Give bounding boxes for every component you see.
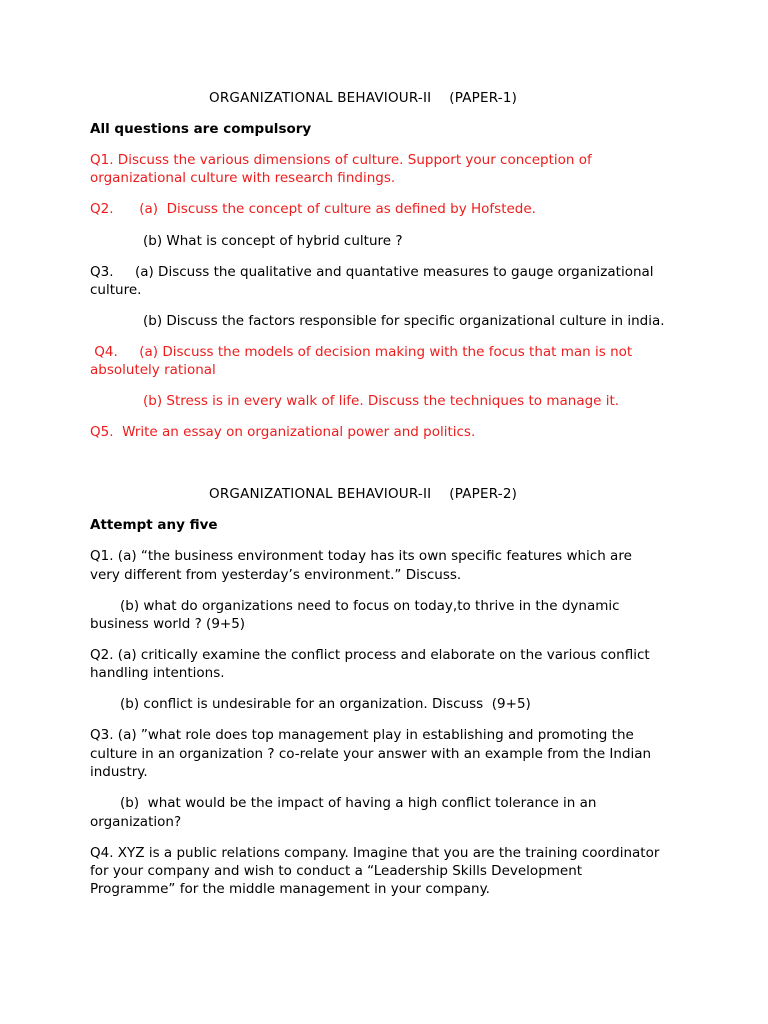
paper2-q2-a-line2: handling intentions.	[90, 665, 225, 681]
paper1-instruction: All questions are compulsory	[90, 121, 312, 137]
paper2-q4-line3: Programme” for the middle management in your company.	[90, 881, 490, 897]
paper2-q2-b: (b) conflict is undesirable for an organization. Discuss (9+5)	[120, 696, 531, 712]
paper1-q4-a-line1: Q4. (a) Discuss the models of decision making with the focus that man is not	[90, 344, 633, 360]
paper1-q3-b: (b) Discuss the factors responsible for specific organizational culture in india.	[143, 313, 665, 329]
paper2-q4-line1: Q4. XYZ is a public relations company. Imagine that you are the training coordinator	[90, 845, 660, 861]
paper2-q1-b-line1: (b) what do organizations need to focus on today,to thrive in the dynamic	[120, 598, 620, 614]
paper1-title: ORGANIZATIONAL BEHAVIOUR-II (PAPER-1)	[209, 90, 518, 106]
paper1-q3-a-line1: Q3. (a) Discuss the qualitative and quantative measures to gauge organizational	[90, 264, 654, 280]
paper1-q2-a: Q2. (a) Discuss the concept of culture as defined by Hofstede.	[90, 201, 536, 217]
paper2-title: ORGANIZATIONAL BEHAVIOUR-II (PAPER-2)	[209, 486, 518, 502]
paper1-q4-a-line2: absolutely rational	[90, 362, 216, 378]
paper1-q1-line2: organizational culture with research findings.	[90, 170, 396, 186]
paper2-q3-a-line2: culture in an organization ? co-relate your answer with an example from the Indian	[90, 746, 652, 762]
paper1-q1-line1: Q1. Discuss the various dimensions of culture. Support your conception of	[90, 152, 592, 168]
paper2-q3-a-line3: industry.	[90, 764, 148, 780]
paper2-q3-b-line1: (b) what would be the impact of having a high conflict tolerance in an	[120, 795, 597, 811]
paper2-q1-a-line2: very different from yesterday’s environment.” Discuss.	[90, 567, 462, 583]
paper2-q2-a-line1: Q2. (a) critically examine the conflict process and elaborate on the various conflict	[90, 647, 650, 663]
paper2-q1-b-line2: business world ? (9+5)	[90, 616, 246, 632]
paper2-q3-a-line1: Q3. (a) ”what role does top management play in establishing and promoting the	[90, 727, 634, 743]
paper1-q2-b: (b) What is concept of hybrid culture ?	[143, 233, 403, 249]
paper2-q4-line2: for your company and wish to conduct a “Leadership Skills Development	[90, 863, 583, 879]
paper1-q4-b: (b) Stress is in every walk of life. Discuss the techniques to manage it.	[143, 393, 620, 409]
paper1-q5: Q5. Write an essay on organizational power and politics.	[90, 424, 476, 440]
paper2-q3-b-line2: organization?	[90, 814, 182, 830]
paper1-q3-a-line2: culture.	[90, 282, 142, 298]
paper2-q1-a-line1: Q1. (a) “the business environment today has its own specific features which are	[90, 548, 632, 564]
paper2-instruction: Attempt any five	[90, 517, 218, 533]
